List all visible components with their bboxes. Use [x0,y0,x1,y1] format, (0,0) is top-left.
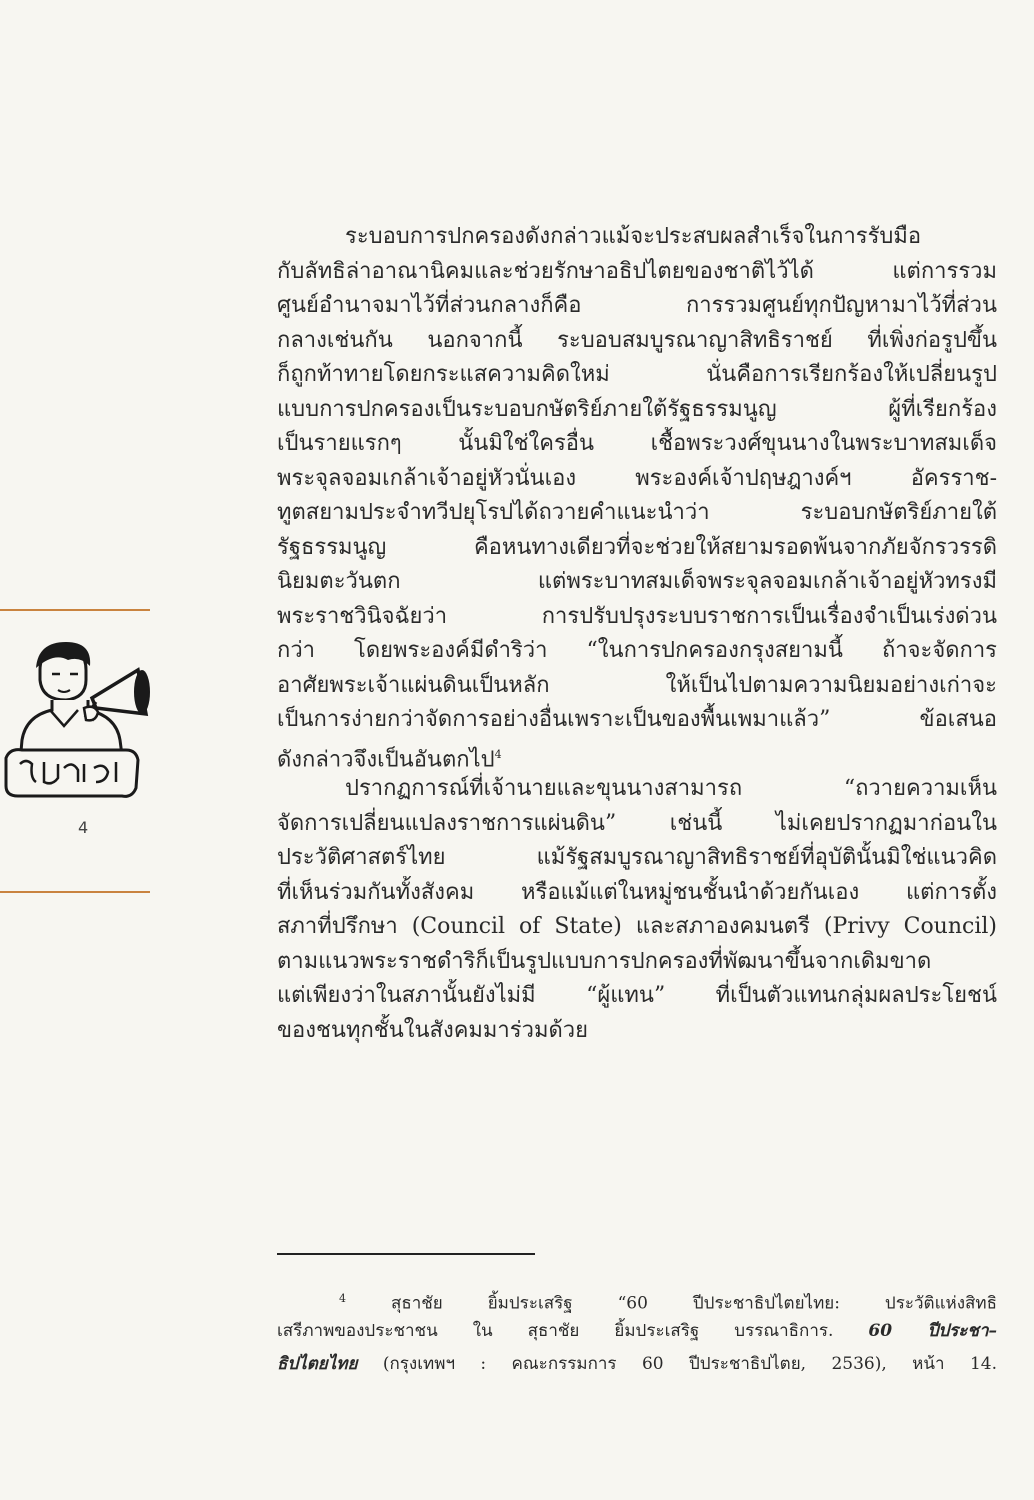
footnotes [277,1282,997,1381]
text-line: รัฐธรรมนูญ คือหนทางเดียวที่จะช่วยให้สยามรอดพ้นจากภัยจักรวรรดิ [277,534,997,560]
text-line: พระจุลจอมเกล้าเจ้าอยู่หัวนั่นเอง พระองค์เจ้าปฤษฎางค์ฯ อัครราช- [277,465,997,491]
text-line: นิยมตะวันตก แต่พระบาทสมเด็จพระจุลจอมเกล้าเจ้าอยู่หัวทรงมี [277,569,997,594]
text-line: ประวัติศาสตร์ไทย แม้รัฐสมบูรณาญาสิทธิราชย์ที่อุบัตินั้นมิใช่แนวคิด [277,845,997,870]
text-line: จัดการเปลี่ยนแปลงราชการแผ่นดิน” เช่นนี้ ไม่เคยปรากฏมาก่อนใน [277,810,997,836]
text-line: ของชนทุกชั้นในสังคมมาร่วมด้วย [277,1017,588,1043]
text-line: แบบการปกครองเป็นระบอบกษัตริย์ภายใต้รัฐธรรมนูญ ผู้ที่เรียกร้อง [277,396,997,422]
text-line: กว่า โดยพระองค์มีดำริว่า “ในการปกครองกรุงสยามนี้ ถ้าจะจัดการ [277,638,997,663]
text-line: ปรากฏการณ์ที่เจ้านายและขุนนางสามารถ “ถวายความเห็น [345,776,997,801]
text-line: ระบอบการปกครองดังกล่าวแม้จะประสบผลสำเร็จในการรับมือ [345,224,922,249]
text-line: กลางเช่นกัน นอกจากนี้ ระบอบสมบูรณาญาสิทธิราชย์ ที่เพิ่งก่อรูปขึ้น [277,327,997,353]
text-line [277,738,997,773]
text-line: กับลัทธิล่าอาณานิคมและช่วยรักษาอธิปไตยของชาติไว้ได้ แต่การรวม [277,258,997,284]
text-line: ที่เห็นร่วมกันทั้งสังคม หรือแม้แต่ในหมู่ชนชั้นนำด้วยกันเอง แต่การตั้ง [277,879,997,905]
footnote-book-title: ธิปไตยไทย [277,1354,358,1374]
footnote-reference[interactable]: 4 [494,747,502,761]
footnote-separator [277,1253,535,1255]
text-line: เป็นรายแรกๆ นั้นมิใช่ใครอื่น เชื้อพระวงศ์ขุนนางในพระบาทสมเด็จ [277,431,997,456]
footnote-line [277,1282,997,1315]
text-line: แต่เพียงว่าในสภานั้นยังไม่มี “ผู้แทน” ที่เป็นตัวแทนกลุ่มผลประโยชน์ [277,983,997,1008]
text-line: ก็ถูกท้าทายโดยกระแสความคิดใหม่ นั่นคือการเรียกร้องให้เปลี่ยนรูป [277,362,997,387]
text-line: ทูตสยามประจำทวีปยุโรปได้ถวายคำแนะนำว่า ระบอบกษัตริย์ภายใต้ [277,500,997,525]
margin-rule-bottom [0,891,150,893]
footnote-text: สุธาชัย ยิ้มประเสริฐ “60 ปีประชาธิปไตยไทย: ประวัติแห่งสิทธิ [390,1293,997,1314]
page-number: 4 [78,818,89,837]
footnote-number: 4 [339,1292,346,1305]
text-line: ตามแนวพระราชดำริก็เป็นรูปแบบการปกครองที่พัฒนาขึ้นจากเดิมขาด [277,948,932,974]
footnote-book-title: 60 ปีประชา– [868,1321,997,1341]
megaphone-logo [0,640,160,805]
margin-rule-top [0,609,150,611]
footnote-line [277,1315,997,1348]
footnote-line [277,1348,997,1381]
body-text [277,220,997,1048]
text-line: เป็นการง่ายกว่าจัดการอย่างอื่นเพราะเป็นของพื้นเพมาแล้ว” ข้อเสนอ [277,707,997,732]
paragraph-2 [277,772,997,1048]
text-line: สภาที่ปรึกษา (Council of State) และสภาองคมนตรี (Privy Council) [277,914,997,939]
footnote-text: (กรุงเทพฯ : คณะกรรมการ 60 ปีประชาธิปไตย, 2536), หน้า 14. [382,1354,997,1374]
text-line-content: ดังกล่าวจึงเป็นอันตกไป [277,746,495,772]
megaphone-person-icon [0,640,160,805]
text-line: พระราชวินิจฉัยว่า การปรับปรุงระบบราชการเป็นเรื่องจำเป็นเร่งด่วน [277,603,997,629]
footnote-text: เสรีภาพของประชาชน ใน สุธาชัย ยิ้มประเสริฐ บรรณาธิการ. [277,1321,834,1341]
text-line: ศูนย์อำนาจมาไว้ที่ส่วนกลางก็คือ การรวมศูนย์ทุกปัญหามาไว้ที่ส่วน [277,293,997,318]
text-line: อาศัยพระเจ้าแผ่นดินเป็นหลัก ให้เป็นไปตามความนิยมอย่างเก่าจะ [277,672,997,698]
paragraph-1 [277,220,997,772]
